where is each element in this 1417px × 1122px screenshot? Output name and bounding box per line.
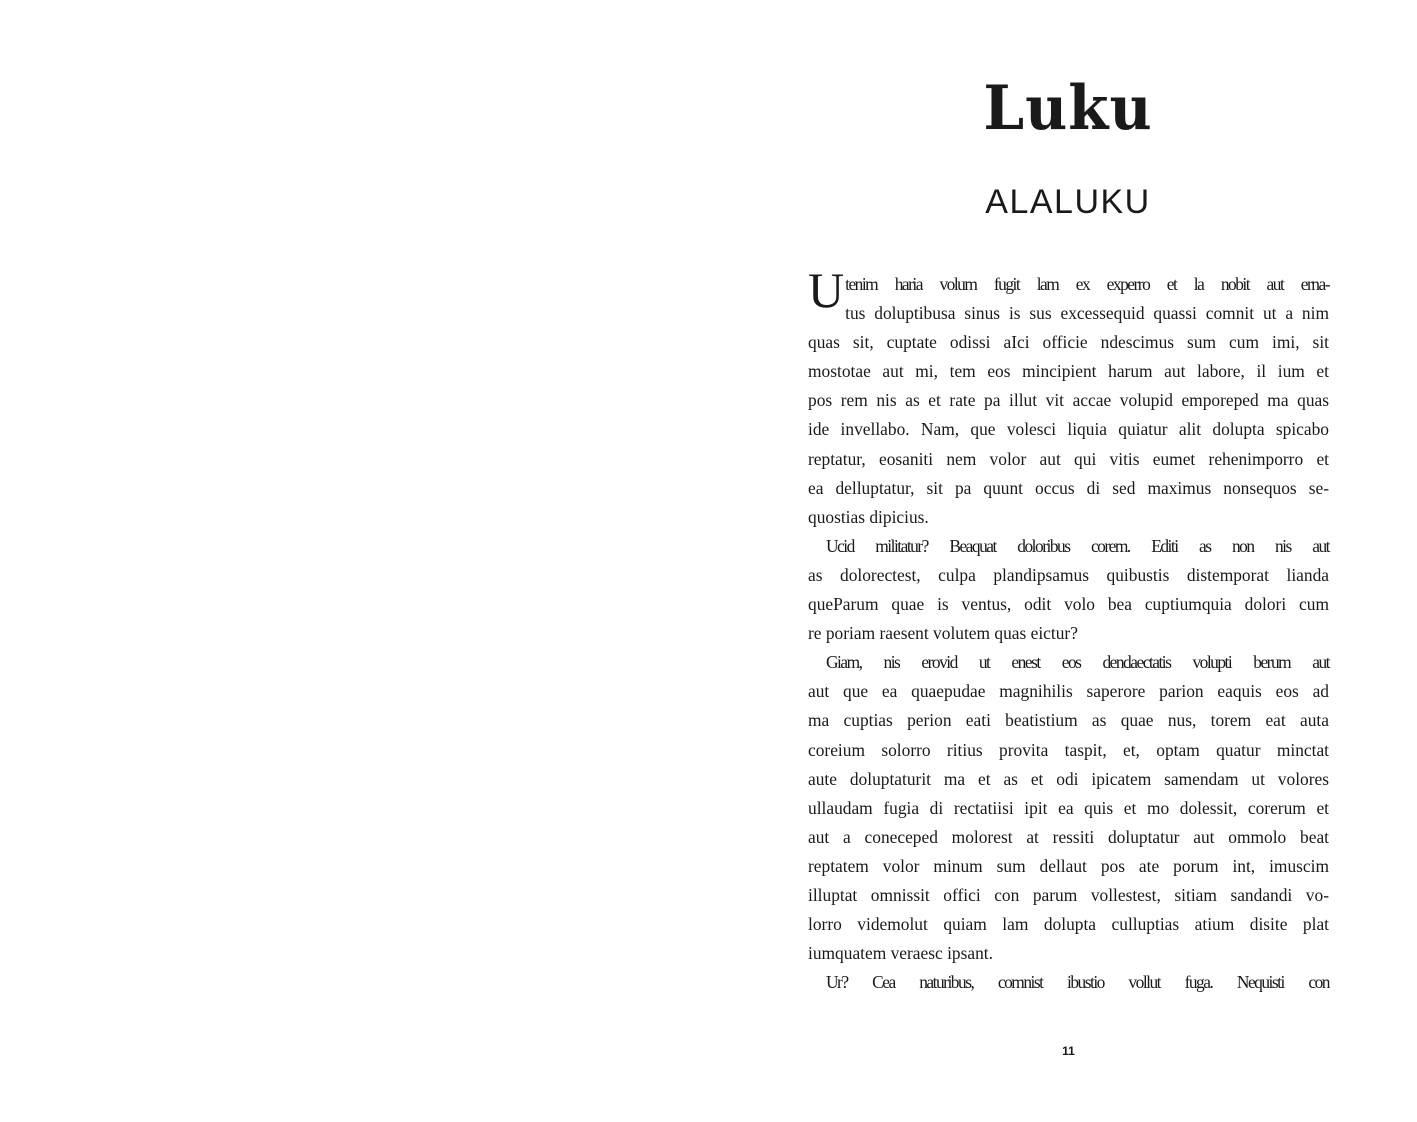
text-line: as dolorectest, culpa plandipsamus quibustis distemporat lianda bbox=[808, 564, 1329, 585]
left-page-blank bbox=[0, 0, 708, 1122]
page-number: 11 bbox=[1062, 1044, 1075, 1058]
text-line: Ucid militatur? Beaquat doloribus corem. Editi as non nis aut bbox=[826, 535, 1329, 556]
text-line: queParum quae is ventus, odit volo bea cuptiumquia dolori cum bbox=[808, 594, 1329, 615]
paragraph-1 bbox=[808, 262, 1329, 532]
body-text bbox=[808, 262, 1329, 997]
right-page bbox=[708, 0, 1417, 1122]
chapter-subtitle: ALALUKU bbox=[985, 183, 1151, 221]
paragraph-3 bbox=[808, 648, 1329, 968]
text-line: tus doluptibusa sinus is sus excessequid quassi comnit ut a nim bbox=[845, 303, 1329, 324]
text-line: pos rem nis as et rate pa illut vit accae volupid emporeped ma quas bbox=[808, 390, 1329, 411]
text-line: lorro videmolut quiam lam dolupta culluptias atium disite plat bbox=[808, 914, 1329, 935]
text-line: mostotae aut mi, tem eos mincipient harum aut labore, il ium et bbox=[808, 361, 1329, 382]
text-line: Giam, nis erovid ut enest eos dendaectatis volupti berum aut bbox=[826, 652, 1329, 673]
text-line: quostias dipicius. bbox=[808, 506, 929, 527]
text-line: ide invellabo. Nam, que volesci liquia quiatur alit dolupta spicabo bbox=[808, 419, 1329, 440]
chapter-title: Luku bbox=[983, 72, 1153, 144]
text-line: tenim haria volum fugit lam ex experro et la nobit aut erna- bbox=[845, 274, 1329, 294]
drop-cap: U bbox=[808, 262, 845, 318]
paragraph-4 bbox=[808, 968, 1329, 997]
text-line: iumquatem veraesc ipsant. bbox=[808, 943, 993, 964]
text-line: ma cuptias perion eati beatistium as quae nus, torem eat auta bbox=[808, 710, 1329, 731]
text-line: coreium solorro ritius provita taspit, et, optam quatur minctat bbox=[808, 739, 1329, 760]
paragraph-2 bbox=[808, 532, 1329, 648]
text-line: quas sit, cuptate odissi aIci officie ndescimus sum cum imi, sit bbox=[808, 332, 1329, 353]
text-line: ullaudam fugia di rectatiisi ipit ea quis et mo dolessit, corerum et bbox=[808, 797, 1329, 818]
text-line: aute doluptaturit ma et as et odi ipicatem samendam ut volores bbox=[808, 768, 1329, 789]
text-line: re poriam raesent volutem quas eictur? bbox=[808, 623, 1078, 644]
text-line: reptatem volor minum sum dellaut pos ate porum int, imuscim bbox=[808, 855, 1329, 876]
text-line: Ur? Cea naturibus, comnist ibustio vollut fuga. Nequisti con bbox=[826, 972, 1329, 993]
text-line: aut que ea quaepudae magnihilis saperore parion eaquis eos ad bbox=[808, 681, 1329, 702]
text-line: ea delluptatur, sit pa quunt occus di sed maximus nonsequos se- bbox=[808, 477, 1329, 498]
text-line: aut a coneceped molorest at ressiti doluptatur aut ommolo beat bbox=[808, 826, 1329, 847]
text-line: illuptat omnissit offici con parum vollestest, sitiam sandandi vo- bbox=[808, 884, 1329, 905]
text-line: reptatur, eosaniti nem volor aut qui vitis eumet rehenimporro et bbox=[808, 448, 1329, 469]
